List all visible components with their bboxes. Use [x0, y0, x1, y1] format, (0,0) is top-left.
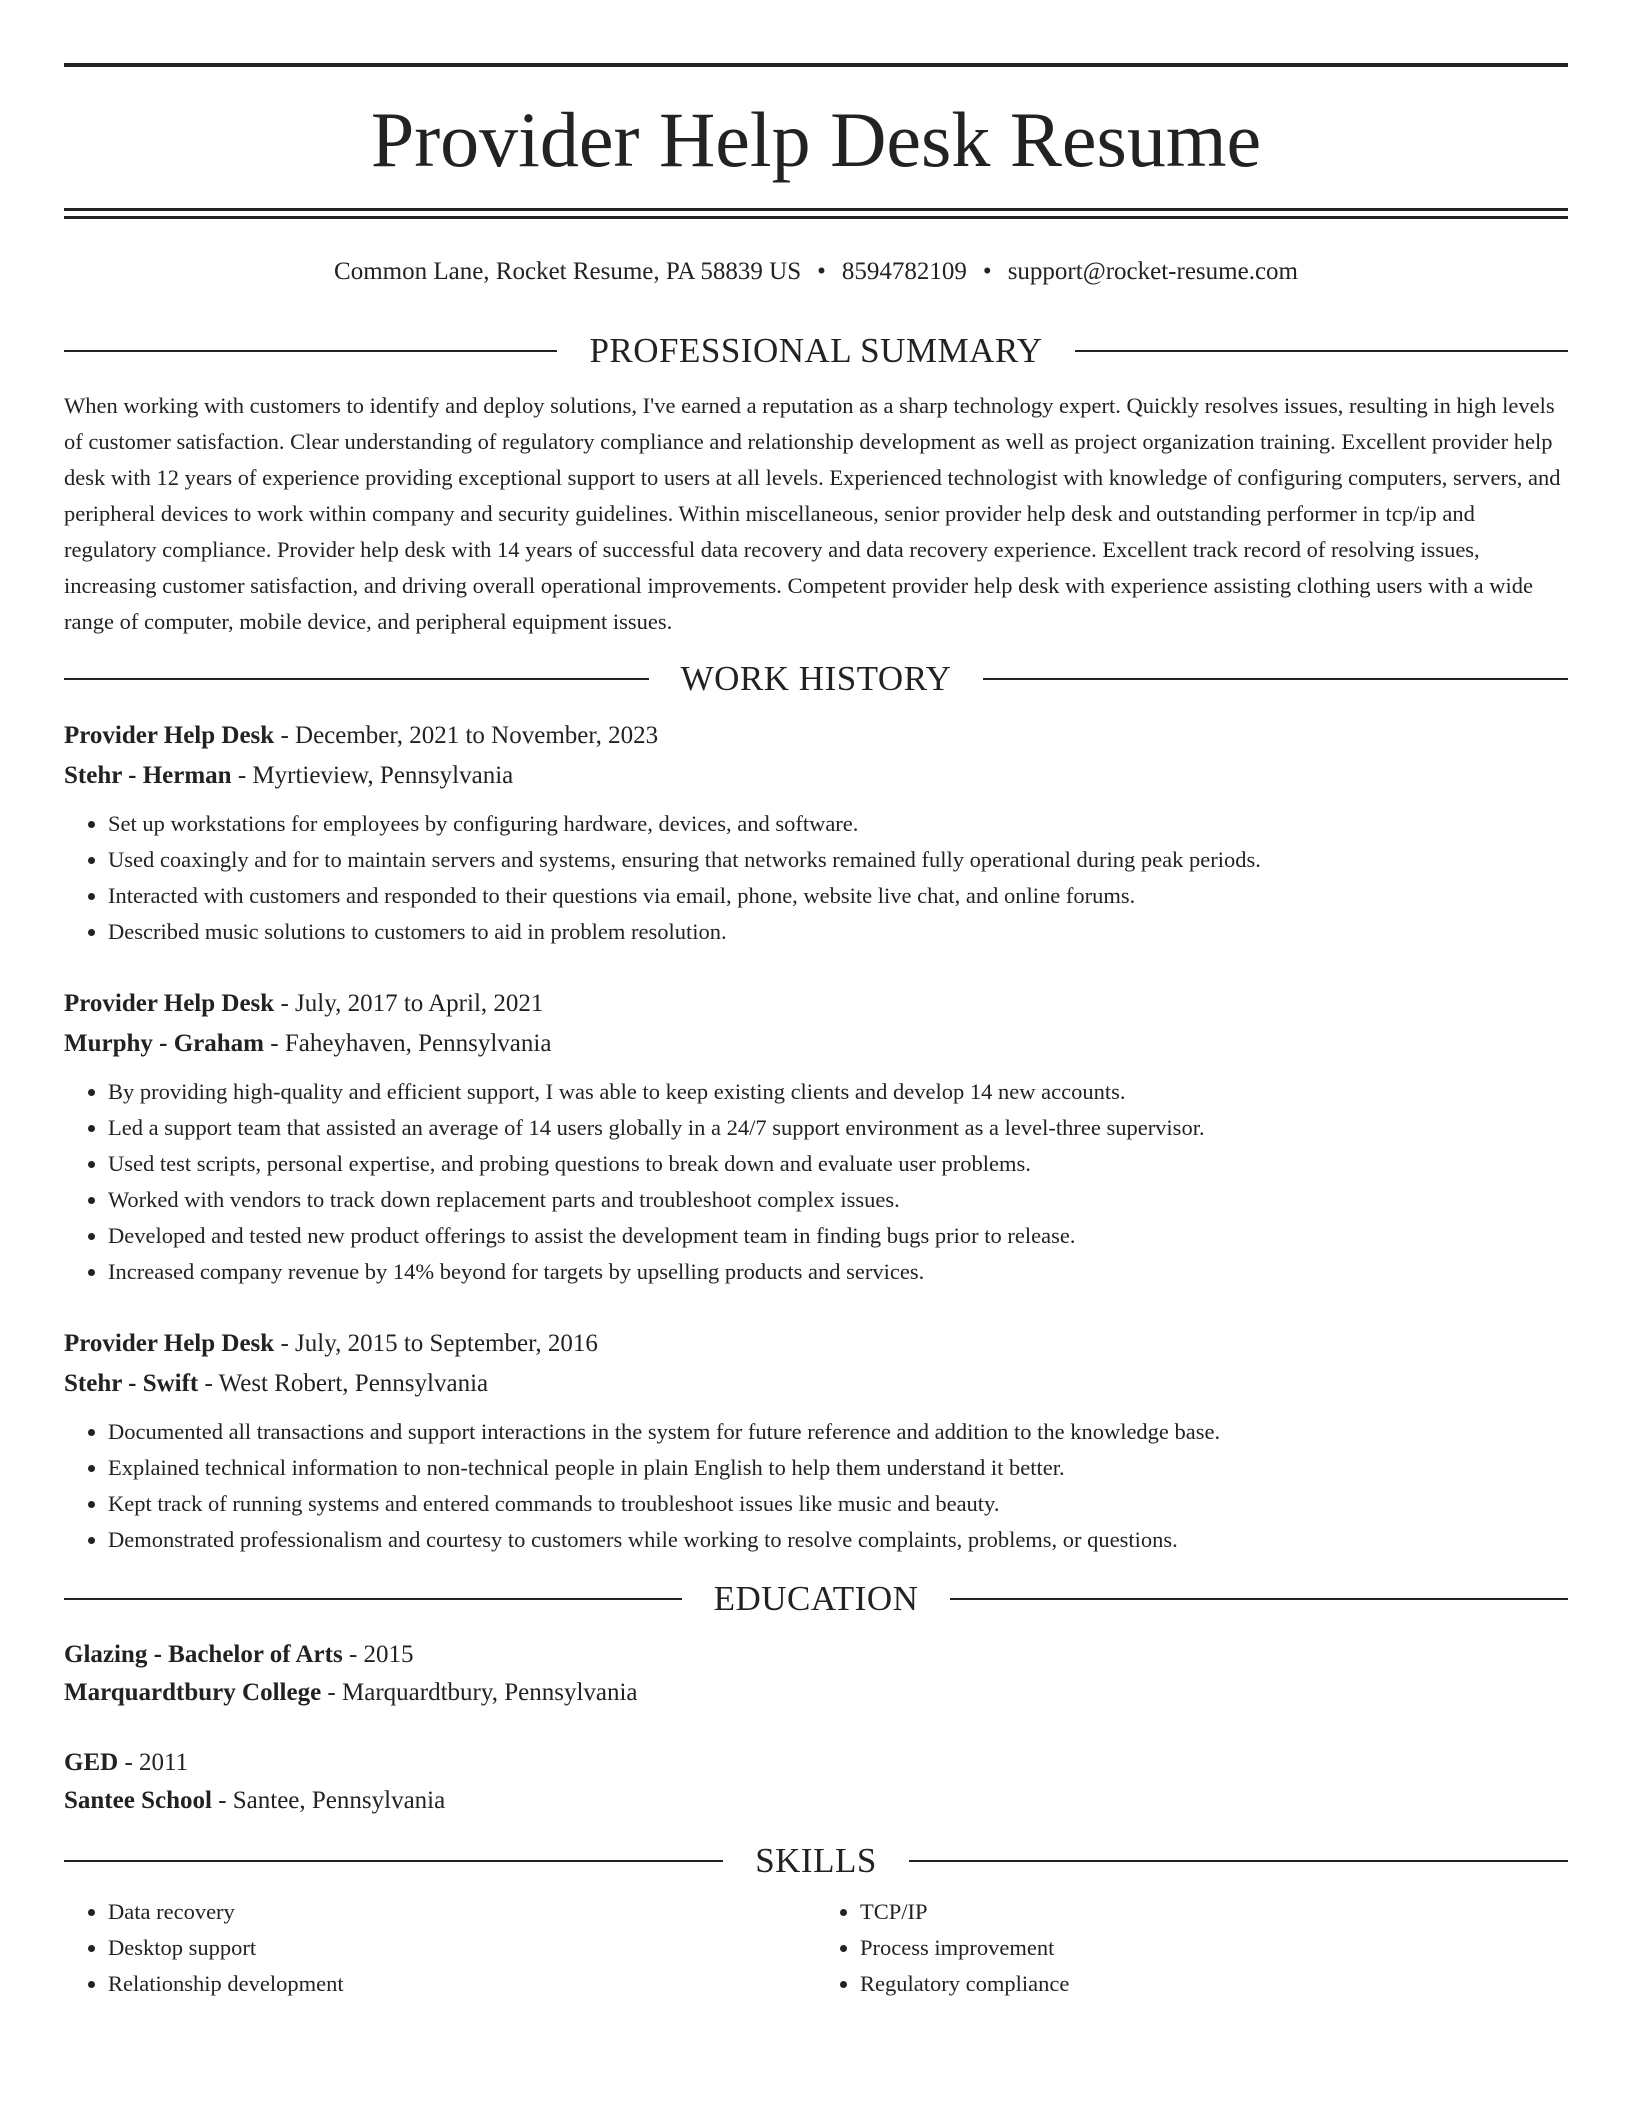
- education-year: - 2015: [342, 1641, 414, 1668]
- contact-phone: 8594782109: [841, 258, 967, 285]
- list-item: • Interacted with customers and responded to their questions via email, phone, website live chat, and online forums.: [108, 878, 1568, 914]
- list-item: • Kept track of running systems and entered commands to troubleshoot issues like music and beauty.: [108, 1486, 1568, 1522]
- divider: [983, 678, 1568, 680]
- work-history-list: [64, 716, 1568, 1558]
- education-list: [64, 1636, 1568, 1820]
- education-school-line: [64, 1782, 1568, 1820]
- list-item: • Explained technical information to non-technical people in plain English to help them understand it better.: [108, 1450, 1568, 1486]
- list-item: • Data recovery: [108, 1894, 816, 1930]
- contact-separator: •: [817, 258, 826, 285]
- list-item: • Documented all transactions and support interactions in the system for future reference and addition to the knowledge base.: [108, 1414, 1568, 1450]
- list-item: • Developed and tested new product offerings to assist the development team in finding bugs prior to release.: [108, 1218, 1568, 1254]
- title-rule-lower: [64, 216, 1568, 219]
- list-item: • By providing high-quality and efficient support, I was able to keep existing clients and develop 14 new accounts.: [108, 1074, 1568, 1110]
- education-degree: GED: [64, 1749, 119, 1776]
- section-title: EDUCATION: [713, 1579, 919, 1618]
- education-degree: Glazing - Bachelor of Arts: [64, 1641, 343, 1668]
- divider: [1075, 350, 1568, 352]
- list-item: • Desktop support: [108, 1930, 816, 1966]
- divider: [64, 1598, 682, 1600]
- job-dates: - December, 2021 to November, 2023: [274, 722, 659, 749]
- section-title: WORK HISTORY: [680, 659, 952, 698]
- job-company: Stehr - Herman: [64, 762, 232, 789]
- section-header-skills: [64, 1832, 1568, 1890]
- education-degree-line: [64, 1636, 1568, 1674]
- contact-line: [64, 255, 1568, 289]
- skills-column-right: [816, 1894, 1568, 2002]
- education-location: - Santee, Pennsylvania: [211, 1787, 446, 1814]
- resume-content: [64, 322, 1568, 2002]
- job-entry: [64, 716, 1568, 950]
- job-title-line: [64, 984, 1568, 1024]
- job-title: Provider Help Desk: [64, 1330, 275, 1357]
- education-degree-line: [64, 1744, 1568, 1782]
- list-item: • Used coaxingly and for to maintain servers and systems, ensuring that networks remained fully operational during peak periods.: [108, 842, 1568, 878]
- education-location: - Marquardtbury, Pennsylvania: [321, 1679, 638, 1706]
- education-school: Marquardtbury College: [64, 1679, 322, 1706]
- section-header-work-history: [64, 650, 1568, 708]
- job-company: Murphy - Graham: [64, 1030, 264, 1057]
- job-location: - West Robert, Pennsylvania: [198, 1370, 489, 1397]
- education-entry: [64, 1636, 1568, 1712]
- education-entry: [64, 1744, 1568, 1820]
- job-dates: - July, 2017 to April, 2021: [274, 990, 544, 1017]
- list-item: • Used test scripts, personal expertise, and probing questions to break down and evaluate user problems.: [108, 1146, 1568, 1182]
- job-title-line: [64, 1324, 1568, 1364]
- list-item: • Worked with vendors to track down replacement parts and troubleshoot complex issues.: [108, 1182, 1568, 1218]
- job-dates: - July, 2015 to September, 2016: [274, 1330, 598, 1357]
- job-company-line: [64, 1364, 1568, 1404]
- section-title: PROFESSIONAL SUMMARY: [589, 331, 1043, 370]
- job-title-line: [64, 716, 1568, 756]
- top-rule: [64, 63, 1568, 67]
- job-title: Provider Help Desk: [64, 990, 275, 1017]
- job-bullets: [64, 1414, 1568, 1558]
- divider: [64, 350, 557, 352]
- skills-list: [64, 1894, 1568, 2002]
- job-bullets: [64, 1074, 1568, 1290]
- section-title: SKILLS: [755, 1841, 877, 1880]
- list-item: • Process improvement: [860, 1930, 1568, 1966]
- divider: [64, 678, 649, 680]
- job-company-line: [64, 1024, 1568, 1064]
- job-location: - Myrtieview, Pennsylvania: [231, 762, 514, 789]
- contact-separator: •: [982, 258, 992, 285]
- list-item: • Regulatory compliance: [860, 1966, 1568, 2002]
- job-entry: [64, 984, 1568, 1290]
- summary-text: When working with customers to identify and deploy solutions, I've earned a reputation as a sharp technology expert. Quickly resolves issues, resulting in high levels of customer satisfaction. Clear understanding of regulatory compliance and relationship development as well as project organization training. Excellent provider help desk with 12 years of experience providing exceptional support to users at all levels. Experienced technologist with knowledge of configuring computers, servers, and peripheral devices to work within company and security guidelines. Within miscellaneous, senior provider help desk and outstanding performer in tcp/ip and regulatory compliance. Provider help desk with 14 years of successful data recovery and data recovery experience. Excellent track record of resolving issues, increasing customer satisfaction, and driving overall operational improvements. Competent provider help desk with experience assisting clothing users with a wide range of computer, mobile device, and peripheral equipment issues.: [64, 393, 1561, 634]
- job-title: Provider Help Desk: [64, 722, 275, 749]
- title-rule-upper: [64, 208, 1568, 211]
- list-item: • Described music solutions to customers to aid in problem resolution.: [108, 914, 1568, 950]
- job-bullets: [64, 806, 1568, 950]
- section-header-summary: [64, 322, 1568, 380]
- list-item: • Increased company revenue by 14% beyond for targets by upselling products and services.: [108, 1254, 1568, 1290]
- education-school-line: [64, 1674, 1568, 1712]
- list-item: • Demonstrated professionalism and courtesy to customers while working to resolve complaints, problems, or questions.: [108, 1522, 1568, 1558]
- page-title: Provider Help Desk Resume: [370, 96, 1262, 183]
- contact-email: support@rocket-resume.com: [1007, 258, 1298, 285]
- list-item: • Set up workstations for employees by configuring hardware, devices, and software.: [108, 806, 1568, 842]
- job-company-line: [64, 756, 1568, 796]
- divider: [950, 1598, 1568, 1600]
- job-location: - Faheyhaven, Pennsylvania: [264, 1030, 552, 1057]
- job-company: Stehr - Swift: [64, 1370, 199, 1397]
- contact-address: Common Lane, Rocket Resume, PA 58839 US: [334, 258, 802, 285]
- job-entry: [64, 1324, 1568, 1558]
- education-year: - 2011: [118, 1749, 189, 1776]
- divider: [909, 1860, 1568, 1862]
- skills-column-left: [64, 1894, 816, 2002]
- divider: [64, 1860, 723, 1862]
- list-item: • Relationship development: [108, 1966, 816, 2002]
- list-item: • Led a support team that assisted an average of 14 users globally in a 24/7 support environment as a level-three supervisor.: [108, 1110, 1568, 1146]
- list-item: • TCP/IP: [860, 1894, 1568, 1930]
- section-header-education: [64, 1570, 1568, 1628]
- education-school: Santee School: [64, 1787, 212, 1814]
